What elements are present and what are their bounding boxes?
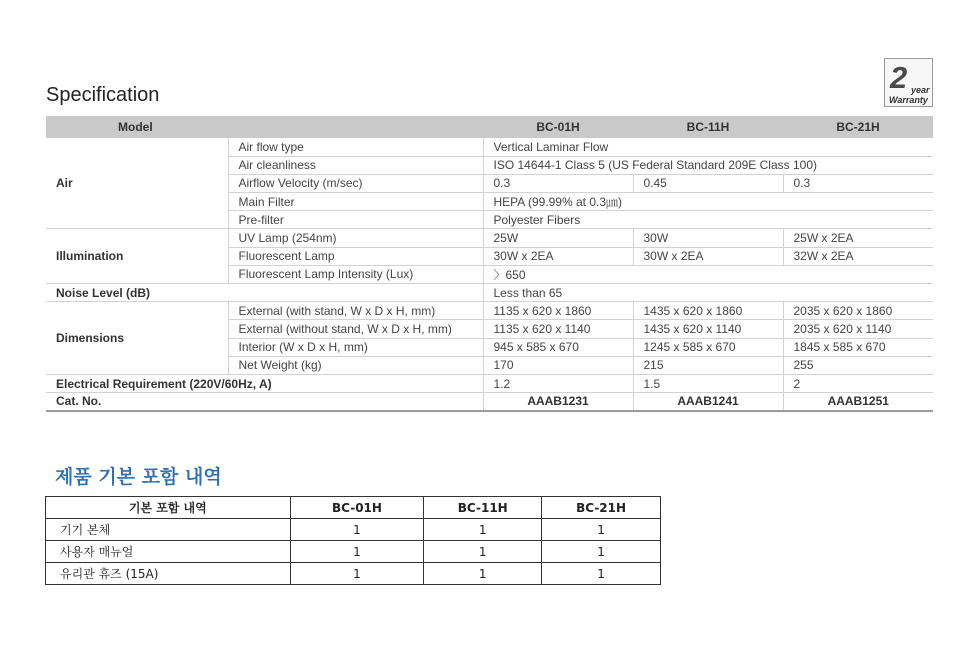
- warranty-label: Warranty: [889, 95, 928, 105]
- group-air: Air: [46, 138, 228, 229]
- table-row: [46, 302, 933, 320]
- warranty-year-label: year: [911, 85, 930, 95]
- contents-table: [45, 496, 661, 585]
- cell-bc-11h: 1.5: [633, 374, 783, 392]
- row-label: External (without stand, W x D x H, mm): [228, 320, 483, 338]
- row-value: Vertical Laminar Flow: [483, 138, 933, 156]
- cell-bc-11h: 1245 x 585 x 670: [633, 338, 783, 356]
- group-electrical: Electrical Requirement (220V/60Hz, A): [46, 374, 483, 392]
- cell-bc-01h: 25W: [483, 229, 633, 247]
- cell-bc-01h: 1.2: [483, 374, 633, 392]
- cell-bc-21h: 255: [783, 356, 933, 374]
- group-noise: Noise Level (dB): [46, 284, 483, 302]
- cell-bc-21h: 32W x 2EA: [783, 247, 933, 265]
- row-label: Pre-filter: [228, 211, 483, 229]
- cell-bc-21h: 2035 x 620 x 1860: [783, 302, 933, 320]
- row-value: HEPA (99.99% at 0.3㎛): [483, 193, 933, 211]
- cell-bc-01h: 1: [290, 563, 424, 585]
- cat-no-bc-21h: AAAB1251: [783, 393, 933, 411]
- row-value: ISO 14644-1 Class 5 (US Federal Standard 209E Class 100): [483, 156, 933, 174]
- row-label: External (with stand, W x D x H, mm): [228, 302, 483, 320]
- cell-bc-21h: 1845 x 585 x 670: [783, 338, 933, 356]
- row-label: Air flow type: [228, 138, 483, 156]
- header-item: 기본 포함 내역: [46, 497, 291, 519]
- item-label: 사용자 매뉴얼: [46, 541, 291, 563]
- cell-bc-11h: 30W x 2EA: [633, 247, 783, 265]
- cat-no-bc-11h: AAAB1241: [633, 393, 783, 411]
- cell-bc-11h: 0.45: [633, 174, 783, 192]
- header-bc-01h: BC-01H: [290, 497, 424, 519]
- header-bc-11h: BC-11H: [633, 116, 783, 138]
- spec-header-row: [46, 116, 933, 138]
- cell-bc-11h: 1435 x 620 x 1140: [633, 320, 783, 338]
- cell-bc-21h: 2: [783, 374, 933, 392]
- row-label: Fluorescent Lamp: [228, 247, 483, 265]
- row-value: Less than 65: [483, 284, 933, 302]
- contents-title: 제품 기본 포함 내역: [55, 466, 222, 488]
- group-cat-no: Cat. No.: [46, 393, 483, 411]
- row-label: Air cleanliness: [228, 156, 483, 174]
- specification-table: [46, 116, 933, 412]
- table-row: [46, 374, 933, 392]
- cell-bc-01h: 1135 x 620 x 1140: [483, 320, 633, 338]
- table-row: [46, 519, 661, 541]
- table-row: [46, 229, 933, 247]
- row-value: Polyester Fibers: [483, 211, 933, 229]
- row-label: Fluorescent Lamp Intensity (Lux): [228, 265, 483, 283]
- warranty-badge: [884, 58, 933, 107]
- header-bc-21h: BC-21H: [542, 497, 661, 519]
- cell-bc-21h: 2035 x 620 x 1140: [783, 320, 933, 338]
- table-row: [46, 284, 933, 302]
- cell-bc-11h: 1: [424, 541, 542, 563]
- group-illumination: Illumination: [46, 229, 228, 284]
- cell-bc-01h: 945 x 585 x 670: [483, 338, 633, 356]
- contents-header-row: [46, 497, 661, 519]
- table-row: [46, 393, 933, 411]
- row-value: 〉650: [483, 265, 933, 283]
- cell-bc-21h: 1: [542, 563, 661, 585]
- row-label: Main Filter: [228, 193, 483, 211]
- cell-bc-11h: 1: [424, 563, 542, 585]
- cell-bc-01h: 1: [290, 519, 424, 541]
- cell-bc-21h: 0.3: [783, 174, 933, 192]
- header-bc-11h: BC-11H: [424, 497, 542, 519]
- cell-bc-11h: 215: [633, 356, 783, 374]
- cat-no-bc-01h: AAAB1231: [483, 393, 633, 411]
- cell-bc-01h: 0.3: [483, 174, 633, 192]
- header-bc-01h: BC-01H: [483, 116, 633, 138]
- warranty-years: 2: [890, 60, 908, 95]
- item-label: 기기 본체: [46, 519, 291, 541]
- cell-bc-01h: 170: [483, 356, 633, 374]
- cell-bc-21h: 25W x 2EA: [783, 229, 933, 247]
- item-label: 유리관 휴즈 (15A): [46, 563, 291, 585]
- row-label: UV Lamp (254nm): [228, 229, 483, 247]
- table-row: [46, 138, 933, 156]
- row-label: Interior (W x D x H, mm): [228, 338, 483, 356]
- row-label: Net Weight (kg): [228, 356, 483, 374]
- header-bc-21h: BC-21H: [783, 116, 933, 138]
- header-model: Model: [46, 116, 483, 138]
- cell-bc-11h: 30W: [633, 229, 783, 247]
- cell-bc-01h: 30W x 2EA: [483, 247, 633, 265]
- cell-bc-21h: 1: [542, 519, 661, 541]
- cell-bc-21h: 1: [542, 541, 661, 563]
- group-dimensions: Dimensions: [46, 302, 228, 375]
- row-label: Airflow Velocity (m/sec): [228, 174, 483, 192]
- cell-bc-01h: 1: [290, 541, 424, 563]
- table-row: [46, 541, 661, 563]
- cell-bc-11h: 1435 x 620 x 1860: [633, 302, 783, 320]
- table-row: [46, 563, 661, 585]
- page-title: Specification: [46, 84, 160, 106]
- cell-bc-11h: 1: [424, 519, 542, 541]
- cell-bc-01h: 1135 x 620 x 1860: [483, 302, 633, 320]
